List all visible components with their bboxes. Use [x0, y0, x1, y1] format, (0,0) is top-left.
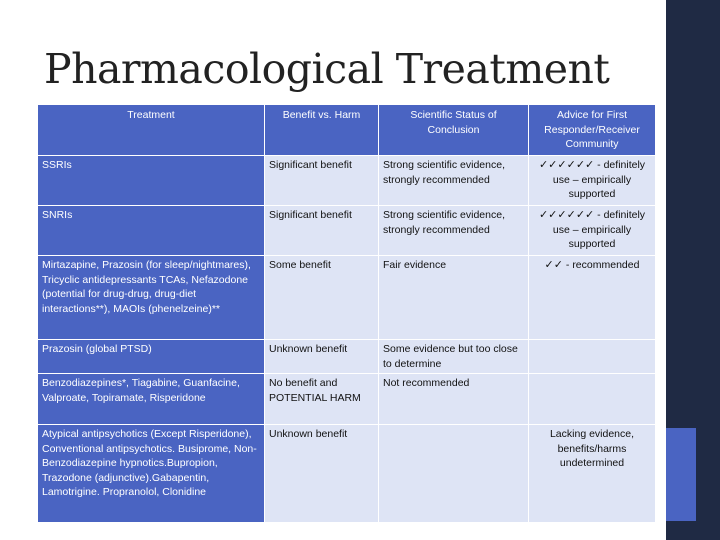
cell-treatment: Benzodiazepines*, Tiagabine, Guanfacine, Valproate, Topiramate, Risperidone: [38, 374, 265, 425]
advice-text: - definitely use – empirically supported: [552, 159, 646, 200]
header-advice: Advice for First Responder/Receiver Community: [529, 105, 656, 156]
cell-treatment: Mirtazapine, Prazosin (for sleep/nightmares), Tricyclic antidepressants TCAs, Nefazodone (potential for drug-drug, drug-diet interactions**), MAOIs (phenelzeine)**: [38, 256, 265, 340]
treatment-table: [37, 104, 656, 523]
cell-status: Not recommended: [379, 374, 529, 425]
cell-benefit: Unknown benefit: [265, 340, 379, 374]
cell-treatment: SSRIs: [38, 156, 265, 206]
cell-status: Some evidence but too close to determine: [379, 340, 529, 374]
cell-treatment: SNRIs: [38, 206, 265, 256]
cell-status: Strong scientific evidence, strongly recommended: [379, 156, 529, 206]
cell-benefit: Some benefit: [265, 256, 379, 340]
checkmarks: ✓✓✓✓✓✓: [538, 208, 595, 221]
checkmarks: ✓✓✓✓✓✓: [538, 158, 595, 171]
table-header-row: [38, 105, 656, 156]
advice-text: - recommended: [562, 259, 640, 271]
header-benefit: Benefit vs. Harm: [265, 105, 379, 156]
cell-advice: [529, 206, 656, 256]
cell-advice: [529, 374, 656, 425]
checkmarks: ✓✓: [544, 258, 563, 271]
table-row: [38, 425, 656, 523]
cell-status: Strong scientific evidence, strongly recommended: [379, 206, 529, 256]
cell-benefit: Significant benefit: [265, 156, 379, 206]
slide-title: Pharmacological Treatment: [44, 45, 610, 93]
cell-treatment: Prazosin (global PTSD): [38, 340, 265, 374]
cell-advice: [529, 425, 656, 523]
table-row: [38, 340, 656, 374]
table-row: [38, 156, 656, 206]
advice-text: - definitely use – empirically supported: [552, 209, 646, 250]
header-treatment: Treatment: [38, 105, 265, 156]
sidebar-accent-block: [666, 428, 696, 521]
cell-benefit: No benefit and POTENTIAL HARM: [265, 374, 379, 425]
cell-status: Fair evidence: [379, 256, 529, 340]
cell-advice: [529, 156, 656, 206]
cell-advice: [529, 256, 656, 340]
cell-benefit: Significant benefit: [265, 206, 379, 256]
cell-treatment: Atypical antipsychotics (Except Risperidone), Conventional antipsychotics. Busiprome, Non-Benzodiazepine hypnotics.Bupropion, Trazodone (adjunctive).Gabapentin, Lamotrigine. Propranolol, Clonidine: [38, 425, 265, 523]
cell-status: [379, 425, 529, 523]
cell-advice: [529, 340, 656, 374]
table-row: [38, 374, 656, 425]
cell-benefit: Unknown benefit: [265, 425, 379, 523]
table-row: [38, 256, 656, 340]
advice-text: Lacking evidence, benefits/harms undetermined: [549, 428, 635, 469]
table-row: [38, 206, 656, 256]
header-status: Scientific Status of Conclusion: [379, 105, 529, 156]
